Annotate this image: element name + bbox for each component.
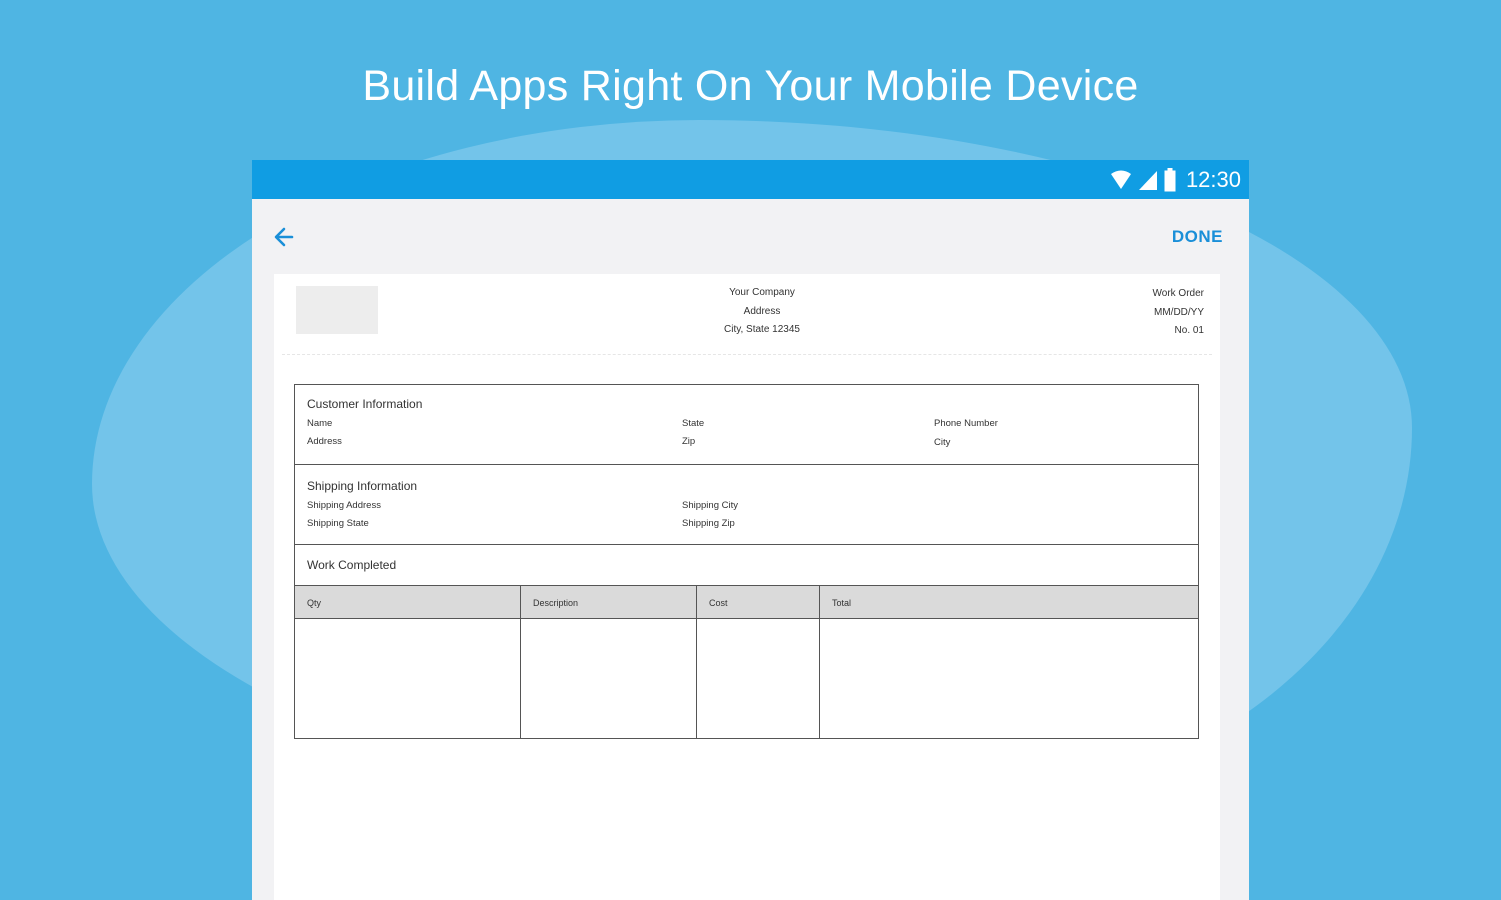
shipping-section[interactable] [295,465,1198,545]
customer-state-field[interactable]: State [682,418,705,429]
status-icons [1110,166,1241,193]
company-address: Address [743,305,781,317]
battery-icon [1164,168,1176,192]
column-label: Total [832,598,852,608]
work-order-document [274,274,1220,900]
customer-city-field[interactable]: City [934,437,951,448]
customer-phone-field[interactable]: Phone Number [934,418,998,429]
order-date: MM/DD/YY [1154,306,1204,318]
column-label: Description [533,598,579,608]
done-button[interactable]: DONE [1171,227,1223,246]
company-city: City, State 12345 [724,324,800,335]
wifi-icon [1110,169,1132,191]
column-header-cost [696,586,819,618]
shipping-section-title: Shipping Information [307,479,418,493]
order-number: No. 01 [1174,325,1204,336]
customer-section-title: Customer Information [307,397,423,411]
shipping-zip-field[interactable]: Shipping Zip [682,518,735,529]
signal-icon [1138,169,1158,191]
customer-address-field[interactable]: Address [307,436,342,447]
shipping-state-field[interactable]: Shipping State [307,518,369,529]
page-headline: Build Apps Right On Your Mobile Device [362,62,1139,110]
status-time: 12:30 [1185,166,1241,192]
company-block[interactable] [662,284,862,340]
order-title: Work Order [1152,288,1204,299]
order-info[interactable] [1153,285,1205,341]
table-cell-total[interactable] [819,619,1198,738]
customer-section[interactable] [295,385,1198,465]
back-button[interactable] [270,223,298,251]
column-label: Cost [709,598,728,608]
customer-name-field[interactable]: Name [307,418,333,429]
table-cell-cost[interactable] [696,619,819,738]
shipping-city-field[interactable]: Shipping City [682,500,738,511]
column-label: Qty [307,598,322,608]
app-bar [252,199,1249,274]
order-form [294,384,1199,739]
column-header-total [819,586,1198,618]
status-bar [252,160,1249,199]
column-header-qty [295,586,520,618]
work-table[interactable] [295,585,1198,738]
customer-zip-field[interactable]: Zip [682,436,696,447]
work-table-header [295,586,1198,619]
work-section[interactable] [295,545,1198,585]
logo-placeholder[interactable] [296,286,378,334]
arrow-left-icon [273,226,295,248]
shipping-address-field[interactable]: Shipping Address [307,500,381,511]
work-section-title: Work Completed [307,558,397,572]
table-cell-description[interactable] [520,619,696,738]
table-cell-qty[interactable] [295,619,520,738]
tablet-screen [252,160,1249,900]
document-header [282,274,1212,355]
work-table-body [295,619,1198,738]
column-header-description [520,586,696,618]
company-name: Your Company [729,287,795,298]
